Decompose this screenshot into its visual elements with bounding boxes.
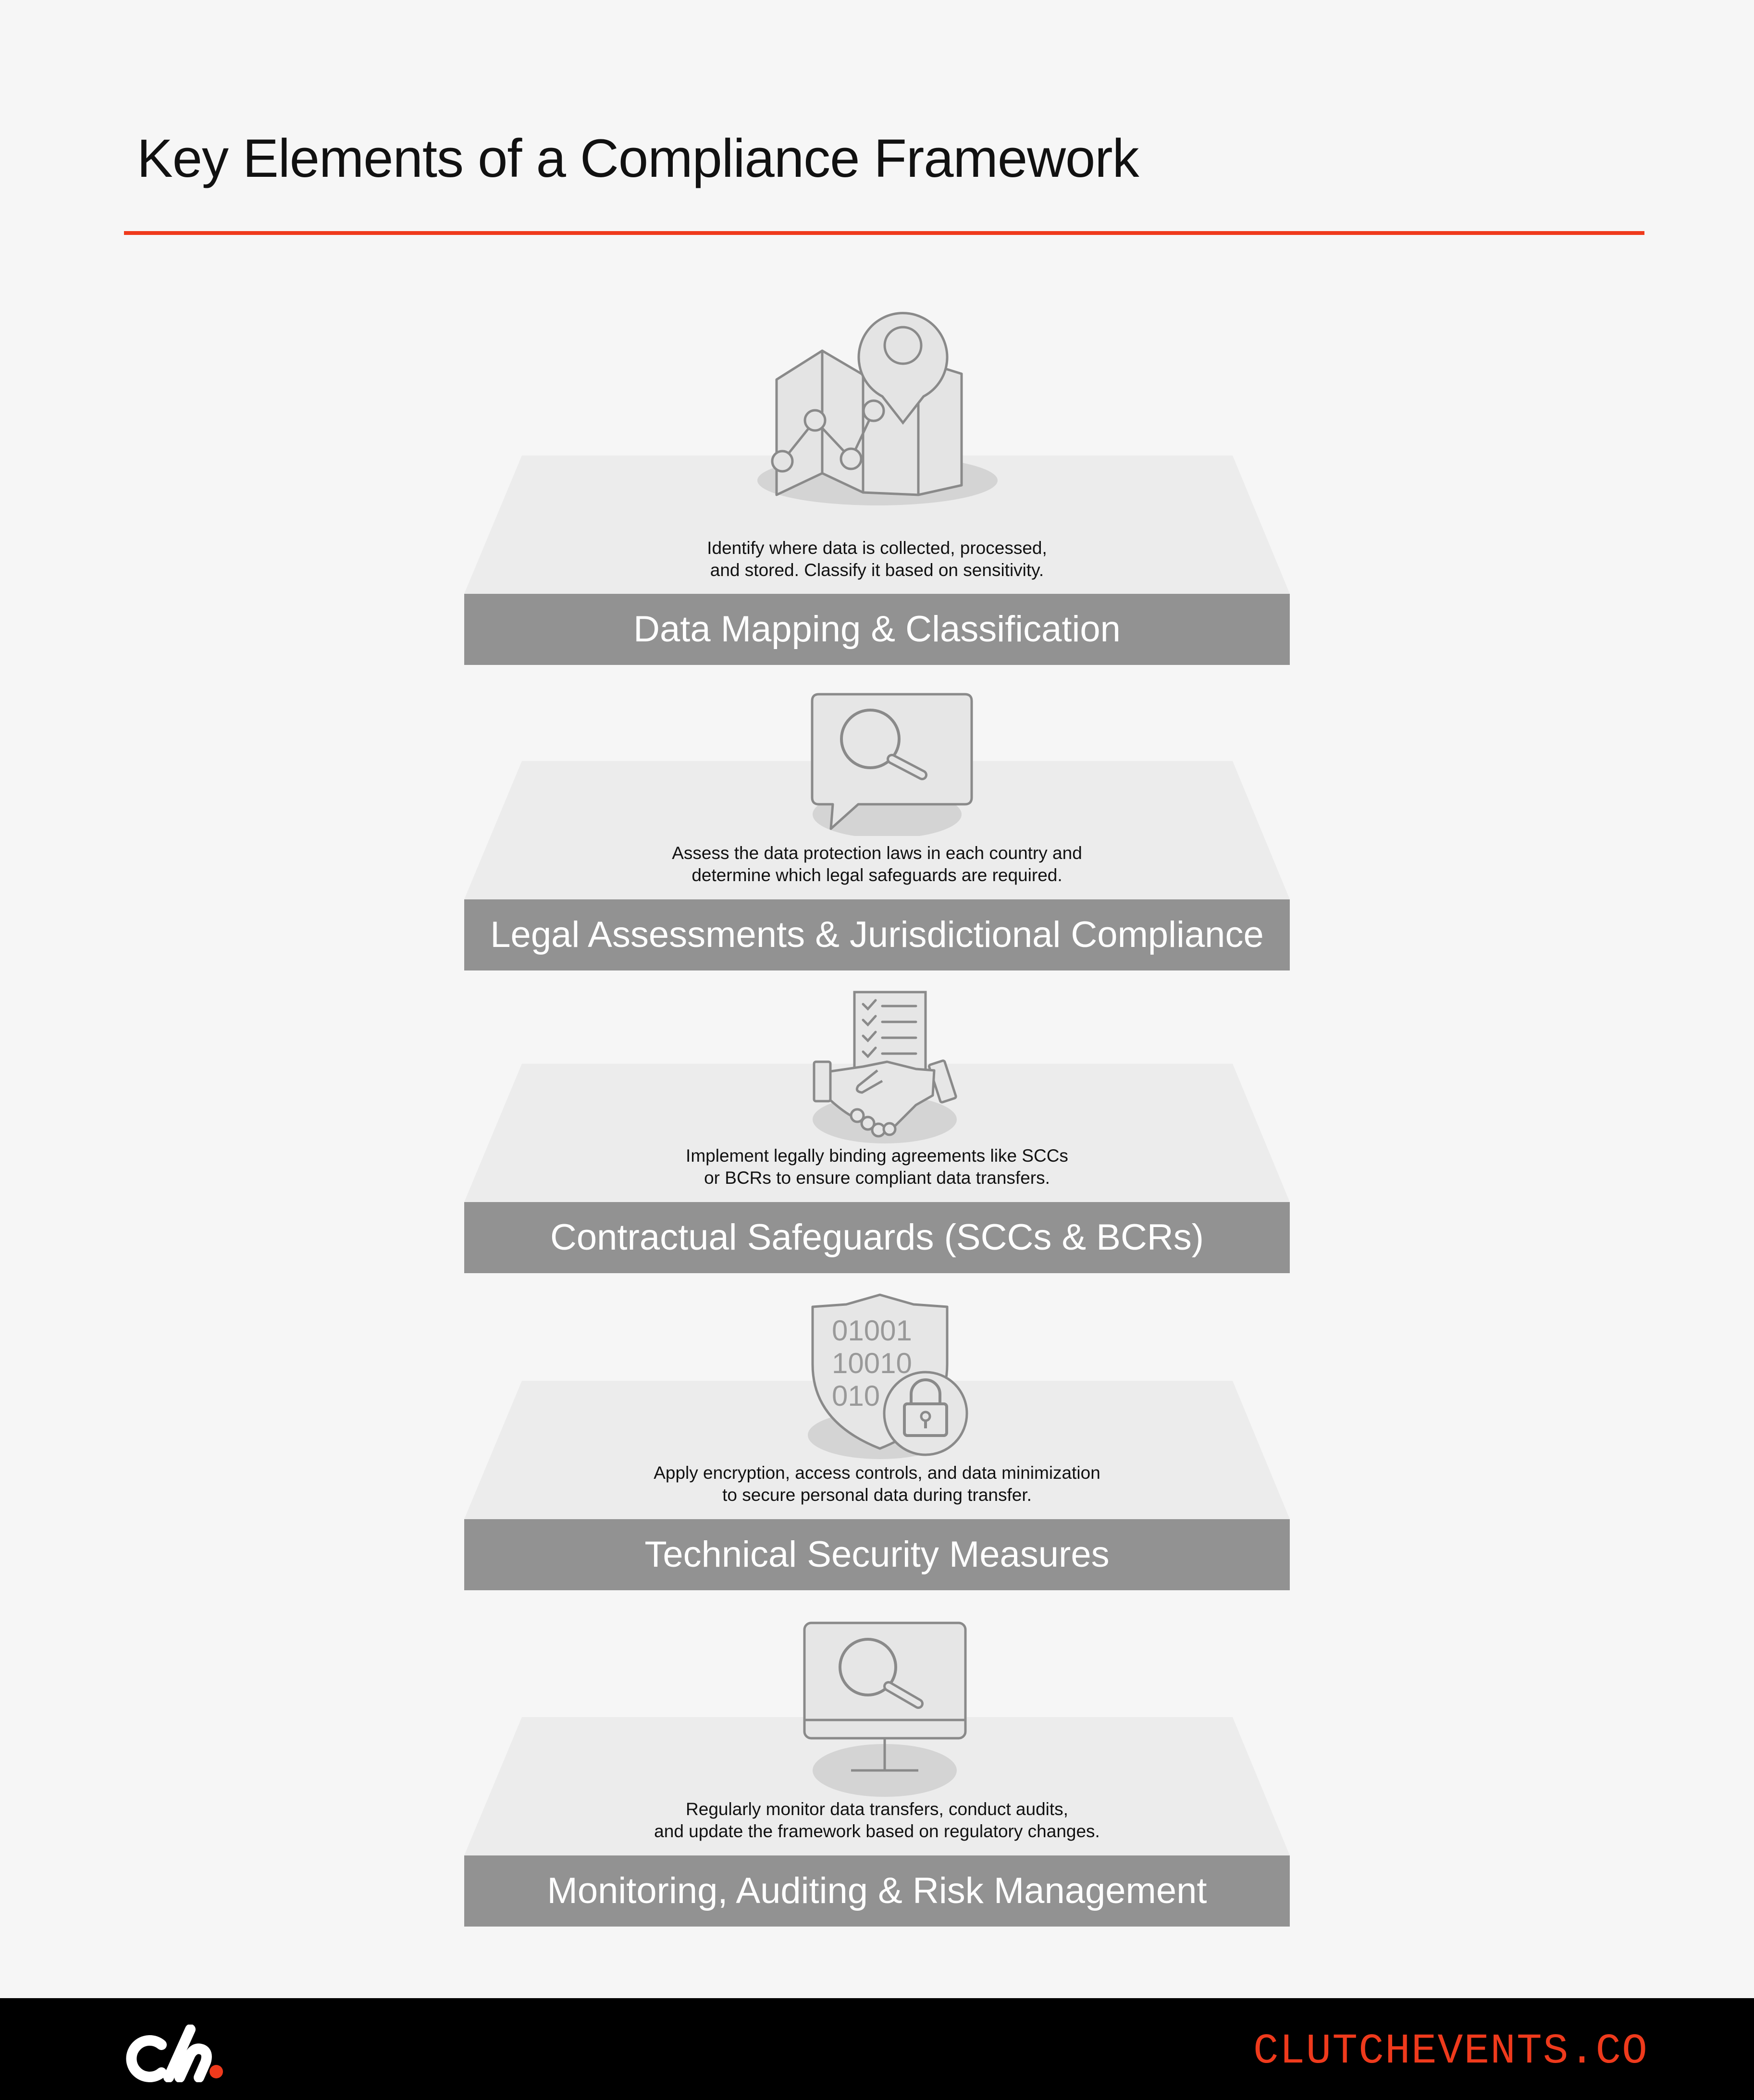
step-description: Regularly monitor data transfers, conduct audits, and update the framework based on regulatory changes. xyxy=(654,1799,1100,1841)
step-label: Technical Security Measures xyxy=(464,1519,1290,1590)
monitor-search-icon xyxy=(801,1619,974,1802)
step-description: Assess the data protection laws in each country and determine which legal safeguards are required. xyxy=(672,843,1082,885)
svg-text:01001: 01001 xyxy=(832,1314,912,1347)
step-contractual-safeguards xyxy=(464,990,1290,1273)
chat-search-icon xyxy=(801,692,974,836)
step-description: Apply encryption, access controls, and data minimization to secure personal data during transfer. xyxy=(654,1463,1100,1505)
page-title: Key Elements of a Compliance Framework xyxy=(137,128,1139,188)
svg-text:010: 010 xyxy=(832,1380,880,1412)
step-label: Data Mapping & Classification xyxy=(464,594,1290,665)
step-monitoring xyxy=(464,1619,1290,1927)
shield-lock-icon xyxy=(796,1292,969,1461)
step-description: Implement legally binding agreements like SCCs or BCRs to ensure compliant data transfers. xyxy=(686,1146,1068,1188)
step-data-mapping xyxy=(464,303,1290,668)
title-divider xyxy=(124,231,1644,235)
step-label: Contractual Safeguards (SCCs & BCRs) xyxy=(464,1202,1290,1273)
map-pin-icon xyxy=(753,303,1012,524)
step-description: Identify where data is collected, processed, and stored. Classify it based on sensitivity. xyxy=(707,538,1047,580)
brand-url[interactable]: CLUTCHEVENTS.CO xyxy=(1253,2028,1648,2075)
svg-text:10010: 10010 xyxy=(832,1347,912,1379)
step-technical-security xyxy=(464,1292,1290,1590)
step-legal-assessments xyxy=(464,692,1290,970)
step-label: Monitoring, Auditing & Risk Management xyxy=(464,1855,1290,1927)
step-label: Legal Assessments & Jurisdictional Compliance xyxy=(464,899,1290,970)
handshake-checklist-icon xyxy=(801,990,964,1148)
brand-logo xyxy=(123,2025,229,2082)
footer xyxy=(0,1998,1754,2100)
